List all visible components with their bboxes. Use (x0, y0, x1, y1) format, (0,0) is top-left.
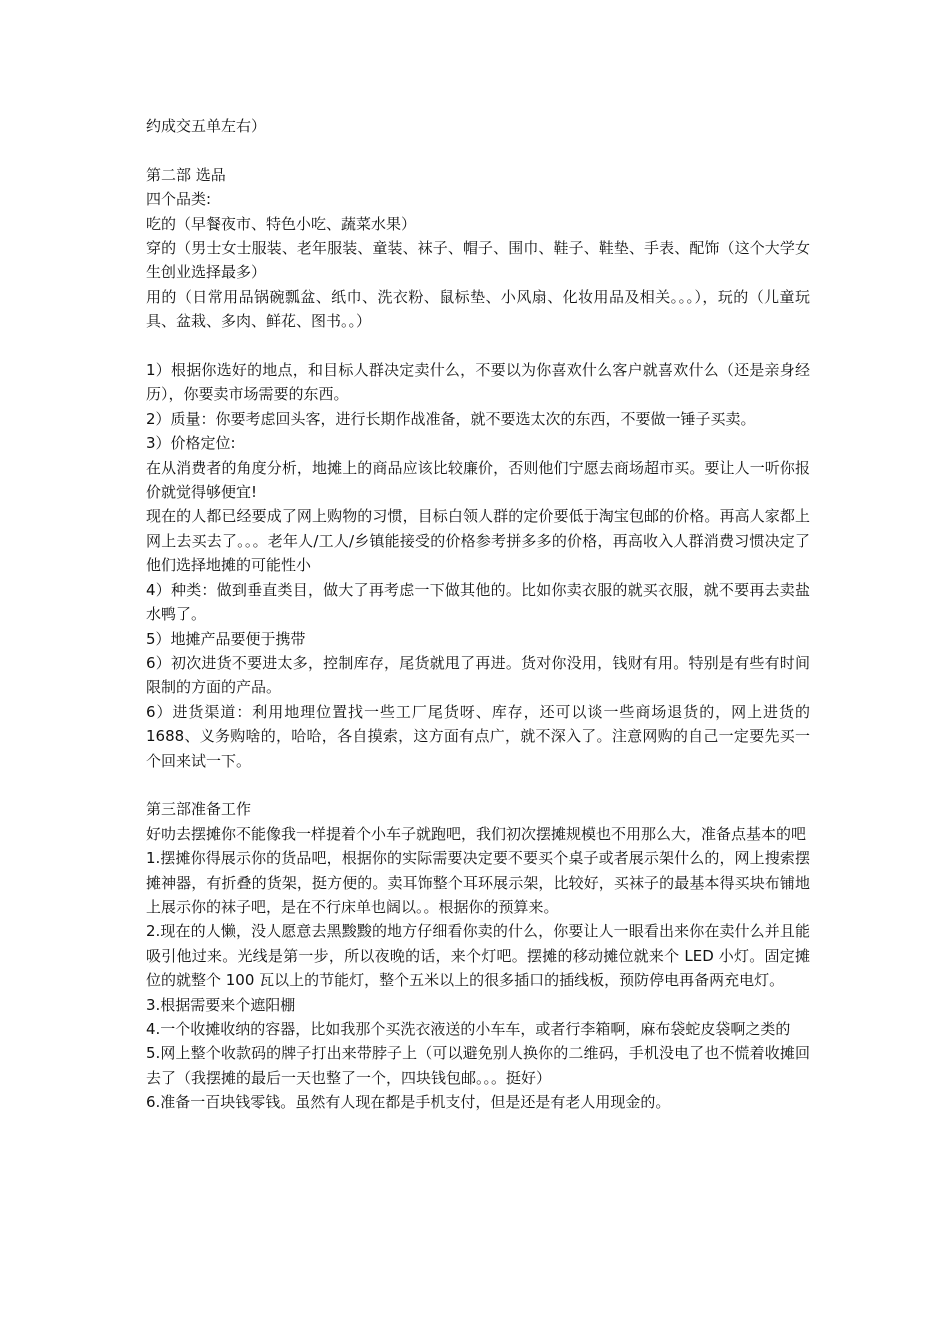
paragraph: 在从消费者的角度分析，地摊上的商品应该比较廉价，否则他们宁愿去商场超市买。要让人一听你报价就觉得够便宜! (146, 458, 810, 502)
list-item: 4.一个收摊收纳的容器，比如我那个买洗衣液送的小车车，或者行李箱啊，麻布袋蛇皮袋啊之类的 (146, 1019, 791, 1038)
list-item: 1.摆摊你得展示你的货品吧，根据你的实际需要决定要不要买个桌子或者展示架什么的，网上搜索摆摊神器，有折叠的货架，挺方便的。卖耳饰整个耳环展示架，比较好，买袜子的最基本得买块布铺地上展示你的袜子吧，是在不行床单也阔以。。根据你的预算来。 (146, 849, 810, 916)
paragraph: 穿的（男士女士服装、老年服装、童装、袜子、帽子、围巾、鞋子、鞋垫、手表、配饰（这个大学女生创业选择最多） (146, 239, 810, 282)
paragraph: 吃的（早餐夜市、特色小吃、蔬菜水果） (146, 214, 417, 233)
list-item: 6）初次进货不要进太多，控制库存，尾货就甩了再进。货对你没用，钱财有用。特别是有些有时间限制的方面的产品。 (146, 653, 810, 697)
list-item: 2.现在的人懒，没人愿意去黑黢黢的地方仔细看你卖的什么，你要让人一眼看出来你在卖什么并且能吸引他过来。光线是第一步，所以夜晚的话，来个灯吧。摆摊的移动摊位就来个 LED 小灯。固定摊位的就整个 100 瓦以上的节能灯，整个五米以上的很多插口的插线板，预防停电再备两充电灯。 (146, 922, 810, 990)
list-item: 1）根据你选好的地点，和目标人群决定卖什么，不要以为你喜欢什么客户就喜欢什么（还是亲身经历），你要卖市场需要的东西。 (146, 361, 810, 404)
list-item: 4）种类：做到垂直类目，做大了再考虑一下做其他的。比如你卖衣服的就买衣服，就不要再去卖盐水鸭了。 (146, 580, 810, 624)
paragraph: 四个品类: (146, 190, 212, 209)
paragraph: 用的（日常用品锅碗瓢盆、纸巾、洗衣粉、鼠标垫、小风扇、化妆用品及相关。。。），玩的（儿童玩具、盆栽、多肉、鲜花、图书。。） (146, 287, 810, 331)
list-item: 5）地摊产品要便于携带 (146, 629, 306, 648)
section-heading-part3: 第三部准备工作 (146, 800, 252, 819)
list-item: 3.根据需要来个遮阳棚 (146, 995, 296, 1014)
paragraph: 好叻去摆摊你不能像我一样提着个小车子就跑吧，我们初次摆摊规模也不用那么大，准备点基本的吧 (146, 824, 807, 843)
intro-tail: 约成交五单左右） (146, 117, 267, 135)
list-item: 5.网上整个收款码的牌子打出来带脖子上（可以避免别人换你的二维码，手机没电了也不慌着收摊回去了（我摆摊的最后一天也整了一个，四块钱包邮。。。挺好） (146, 1044, 810, 1087)
spacer (146, 334, 810, 358)
paragraph: 现在的人都已经要成了网上购物的习惯，目标白领人群的定价要低于淘宝包邮的价格。再高人家都上网上去买去了。。。老年人/工人/乡镇能接受的价格参考拼多多的价格，再高收入人群消费习惯决定了他们选择地摊的可能性小 (146, 507, 810, 575)
list-item: 6.准备一百块钱零钱。虽然有人现在都是手机支付，但是还是有老人用现金的。 (146, 1093, 671, 1112)
list-item: 3）价格定位: (146, 434, 236, 453)
list-item: 6）进货渠道：利用地理位置找一些工厂尾货呀、库存，还可以谈一些商场退货的，网上进货的 1688、义务购啥的，哈哈，各自摸索，这方面有点广，就不深入了。注意网购的自己一定要先买一个回来试一下。 (146, 702, 810, 770)
document-body (146, 114, 810, 1115)
section-heading-part2: 第二部 选品 (146, 165, 226, 184)
list-item: 2）质量：你要考虑回头客，进行长期作战准备，就不要选太次的东西，不要做一锤子买卖。 (146, 409, 756, 428)
spacer (146, 138, 810, 162)
spacer (146, 773, 810, 797)
